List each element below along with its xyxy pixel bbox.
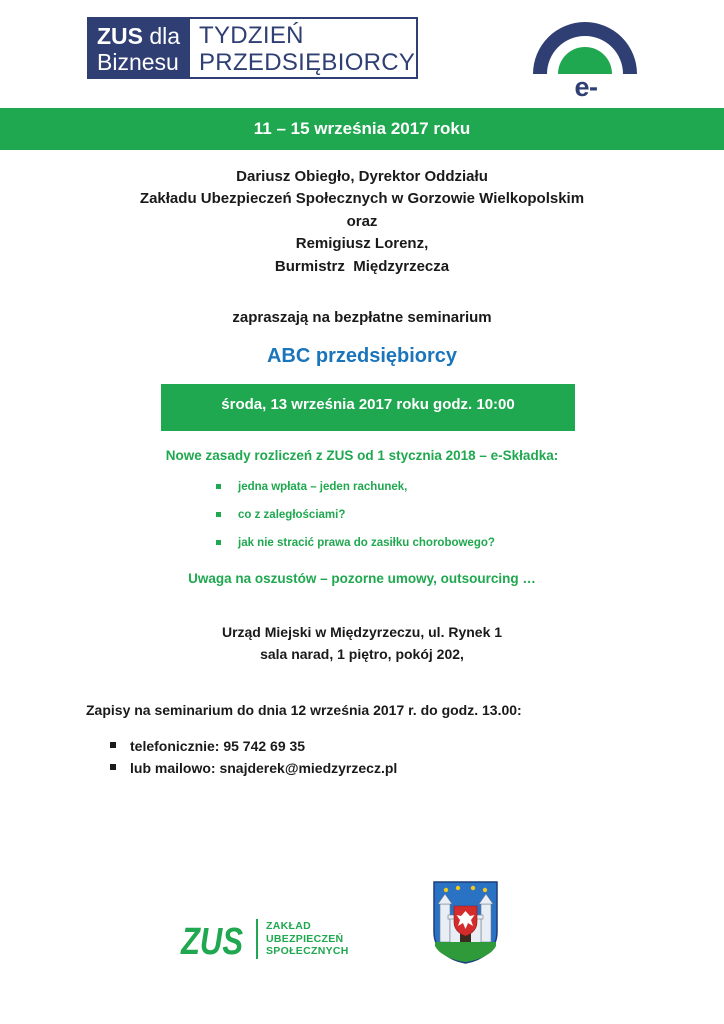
venue-block [0,622,724,665]
topic-bullet: co z zaległościami? [212,506,495,534]
zus-name-line-1: ZAKŁAD [266,920,311,932]
tydzien-przedsiebiorcy-mark [190,19,416,77]
tydzien-word: TYDZIEŃ [199,22,304,49]
zus-name-line-3: SPOŁECZNYCH [266,945,349,957]
eskladka-arc-icon [530,14,640,76]
przedsiebiorcy-word: PRZEDSIĘBIORCY [199,49,416,76]
organizer-line-2: Zakładu Ubezpieczeń Społecznych w Gorzowie Wielkopolskim [139,190,585,208]
topic-heading: Nowe zasady rozliczeń z ZUS od 1 stycznia 2018 – e-Składka: [165,448,559,463]
organizer-line-4: Remigiusz Lorenz, [295,235,429,253]
venue-line-1: Urząd Miejski w Międzyrzeczu, ul. Rynek 1 [221,624,503,640]
contact-phone: telefonicznie: 95 742 69 35 [110,737,397,759]
organizer-line-3: oraz [346,212,378,230]
registration-heading: Zapisy na seminarium do dnia 12 września 2017 r. do godz. 13.00: [86,702,522,718]
zus-word: ZUS [97,23,143,49]
organizers-block [0,166,724,278]
zus-dla-biznesu-mark [89,19,190,77]
invite-text: zapraszają na bezpłatne seminarium [232,309,492,326]
topic-bullet: jedna wpłata – jeden rachunek, [212,478,495,506]
organizer-line-1: Dariusz Obiegło, Dyrektor Oddziału [236,168,488,185]
zus-logo-icon [180,918,245,963]
dla-word: dla [149,23,181,49]
organizer-line-5: Burmistrz Międzyrzecza [274,257,450,275]
zus-name-line-2: UBEZPIECZEŃ [266,932,344,945]
eskladka-logo-text: e- [574,72,598,102]
date-time-box: środa, 13 września 2017 roku godz. 10:00 [161,384,575,431]
biznesu-word: Biznesu [97,49,179,75]
topic-bullet: jak nie stracić prawa do zasiłku chorobowego? [212,534,495,562]
zus-full-name [266,920,349,958]
seminar-title: ABC przedsiębiorcy [266,345,458,367]
contact-email: lub mailowo: snajderek@miedzyrzecz.pl [110,759,397,781]
warning-text: Uwaga na oszustów – pozorne umowy, outsourcing … [188,571,536,586]
coat-of-arms-icon [432,880,499,964]
contact-list [110,737,397,781]
zus-dla-biznesu-logo [87,17,418,79]
venue-line-2: sala narad, 1 piętro, pokój 202, [260,645,464,662]
zus-logo-text: ZUS [180,921,243,963]
zus-logo-divider [256,919,258,959]
dates-banner: 11 – 15 września 2017 roku [0,108,724,150]
topic-bullet-list [212,478,495,562]
